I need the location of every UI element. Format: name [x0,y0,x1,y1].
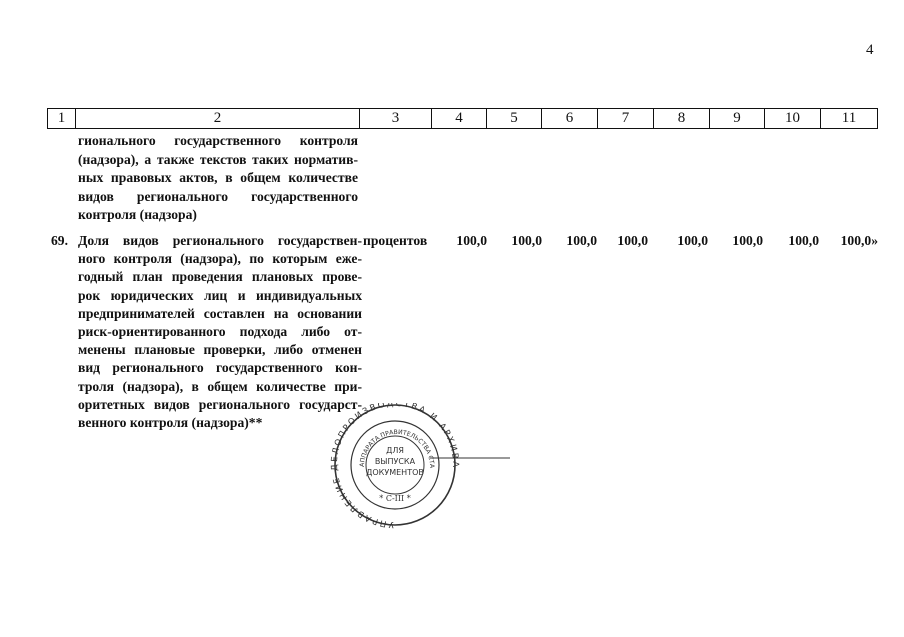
column-header-table [47,108,878,129]
description-line: рок юридических лиц и индивидуальных [78,287,362,303]
description-line: годный план проведения плановых прове- [78,269,362,285]
column-header-5: 5 [487,109,542,129]
description-line: предпринимателей составлен на основании [78,305,362,321]
svg-text:УПРАВЛЕНИЕ ДЕЛОПРОИЗВОДСТВА И [330,403,460,529]
description-line: оритетных видов регионального государст- [78,396,362,412]
value-col-11: 100,0» [840,233,878,248]
continued-line: видов регионального государственного [78,188,358,204]
continued-line: (надзора), а также текстов таких норматив- [78,151,358,167]
column-header-1: 1 [48,109,76,129]
description-line: вид регионального государственного кон- [78,360,362,376]
description-line: троля (надзора), в общем количестве при- [78,378,362,394]
value-col-8: 100,0 [677,233,708,248]
column-header-7: 7 [598,109,654,129]
row-number: 69. [51,233,68,248]
stamp-center-line-3: ДОКУМЕНТОВ [366,468,424,477]
description-line: венного контроля (надзора)** [78,415,263,431]
description-line: риск-ориентированного подхода либо от- [78,324,362,340]
column-header-2: 2 [76,109,360,129]
column-header-11: 11 [821,109,878,129]
unit-cell: процентов [363,233,428,248]
page-number: 4 [866,42,874,58]
column-header-3: 3 [360,109,432,129]
continued-description [78,132,358,225]
column-header-row [48,109,878,129]
value-col-9: 100,0 [732,233,763,248]
description-line: ного контроля (надзора), по которым еже- [78,251,362,267]
description-line: менены плановые проверки, либо отменен [78,342,362,358]
stamp-seal [330,403,512,529]
column-header-8: 8 [654,109,710,129]
table-row-69 [48,232,878,432]
stamp-inner-text: АППАРАТА ПРАВИТЕЛЬСТВА СТА [358,428,436,469]
column-header-6: 6 [542,109,598,129]
column-header-9: 9 [710,109,765,129]
value-col-4: 100,0 [456,233,487,248]
stamp-center-line-1: ДЛЯ [386,446,404,455]
stamp-outer-text: УПРАВЛЕНИЕ ДЕЛОПРОИЗВОДСТВА И АРХИВА [330,403,461,529]
column-header-4: 4 [432,109,487,129]
stamp-center-line-2: ВЫПУСКА [374,457,416,466]
office-stamp [330,403,512,534]
continued-line: гионального государственного контроля [78,133,358,148]
value-col-7: 100,0 [617,233,648,248]
continued-line: контроля (надзора) [78,207,197,223]
stamp-code: * С-III * [379,494,411,503]
value-col-10: 100,0 [788,233,819,248]
row-description [78,232,362,432]
continued-line: ных правовых актов, в общем количестве [78,170,358,186]
description-line: Доля видов регионального государствен- [78,233,362,248]
column-header-10: 10 [765,109,821,129]
value-col-5: 100,0 [511,233,542,248]
value-col-6: 100,0 [566,233,597,248]
